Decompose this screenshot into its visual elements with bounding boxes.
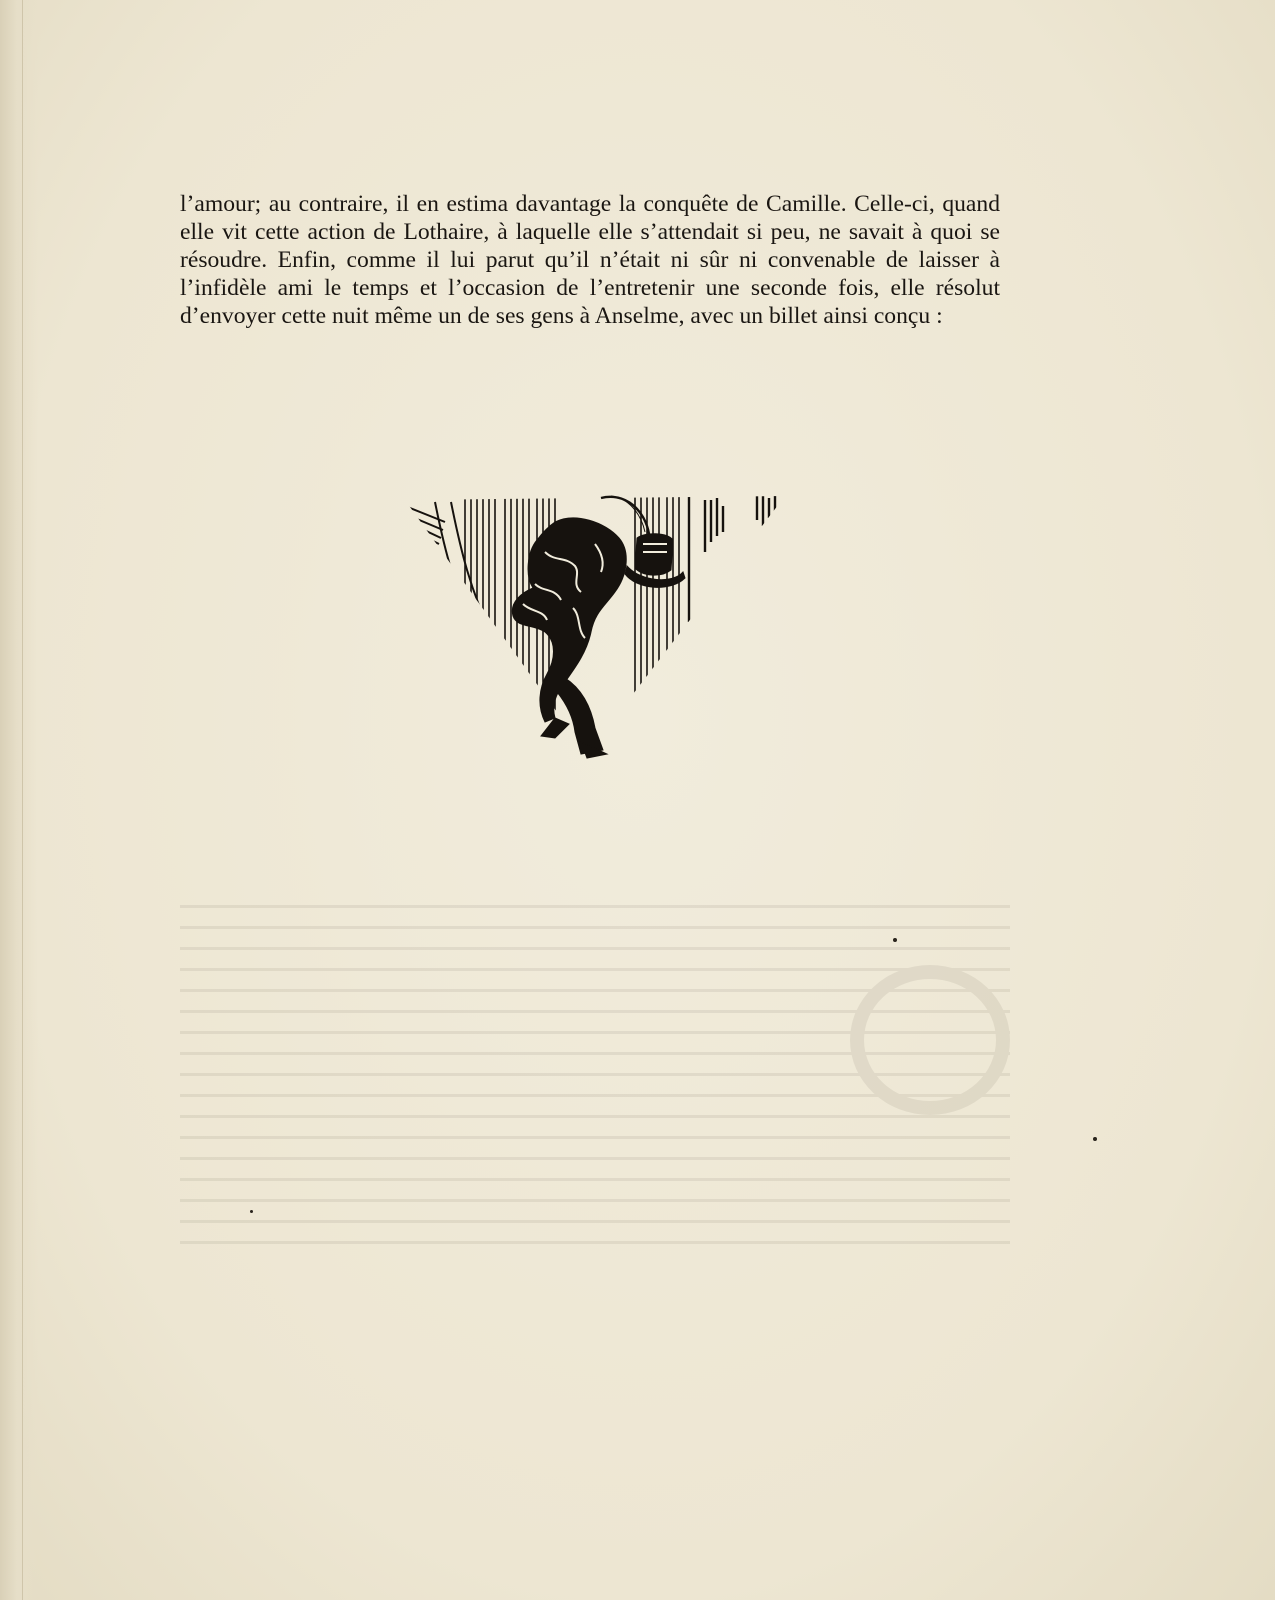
reverse-side-show-through — [180, 905, 1010, 1335]
paper-speck — [250, 1210, 253, 1213]
body-paragraph: l’amour; au contraire, il en estima davantage la conquête de Camille. Celle-ci, quand elle vit cette action de Lothaire, à laquelle elle s’attendait si peu, ne savait à quoi se résoudre. Enfin, comme il lui parut qu’il n’était ni sûr ni convenable de laisser à l’infidèle ami le temps et l’occasion de l’entretenir une seconde fois, elle résolut d’envoyer cette nuit même un de ses gens à Anselme, avec un billet ainsi conçu : — [180, 191, 1000, 329]
page-binding-edge — [0, 0, 38, 1600]
paper-speck — [893, 938, 897, 942]
triangular-vignette-figure-icon — [405, 492, 795, 772]
paper-speck — [1093, 1137, 1097, 1141]
